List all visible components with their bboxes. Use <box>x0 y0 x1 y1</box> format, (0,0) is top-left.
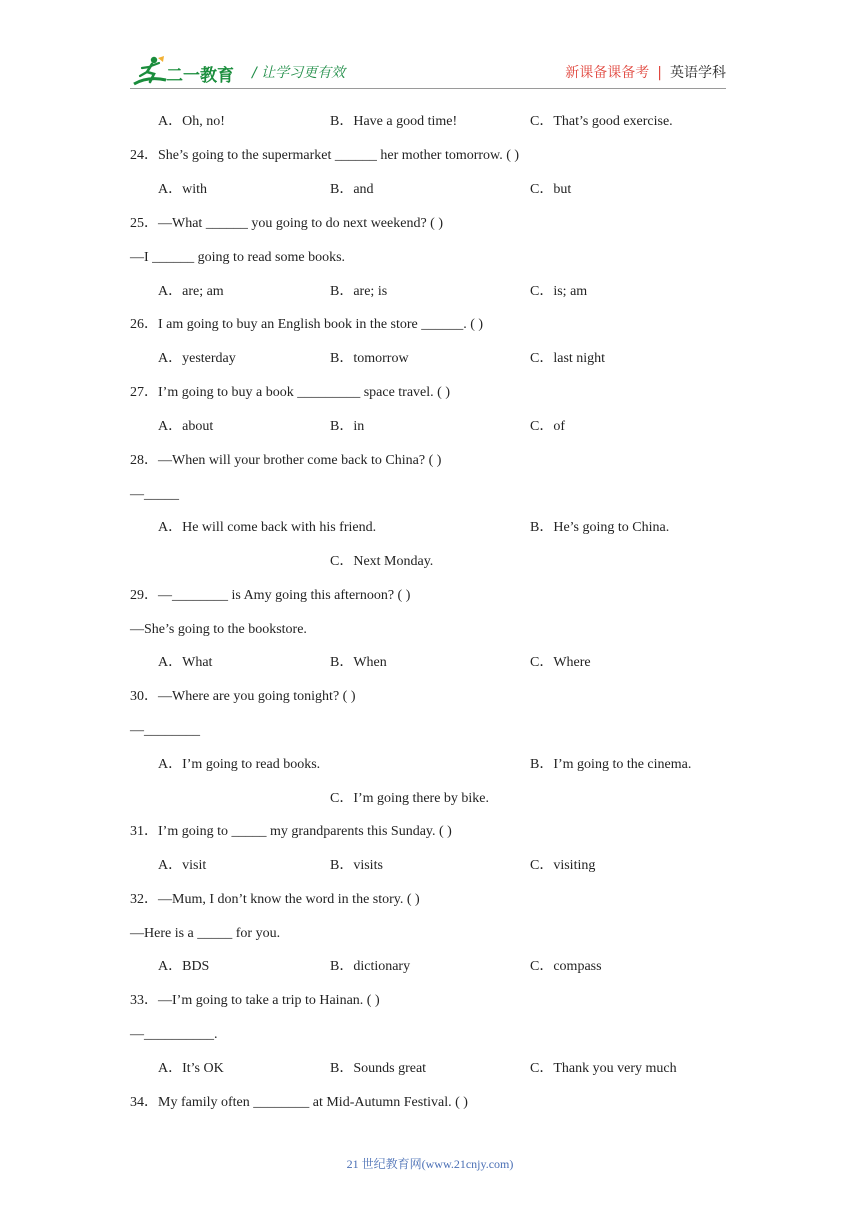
question-stem-reply: —I ______ going to read some books. <box>130 250 346 265</box>
option-b: B．Sounds great <box>330 1061 427 1076</box>
option-b: B．He’s going to China. <box>530 520 670 535</box>
option-c: C．visiting <box>530 858 596 873</box>
subject-name: 英语学科 <box>670 65 726 81</box>
page-header <box>130 54 726 90</box>
option-c: C．but <box>530 182 572 197</box>
option-b: B．When <box>330 655 387 670</box>
question-stem-reply: —She’s going to the bookstore. <box>130 622 307 637</box>
option-b: B．I’m going to the cinema. <box>530 757 692 772</box>
option-a: A．He will come back with his friend. <box>158 520 377 535</box>
logo-text: 二一教育 <box>166 66 234 86</box>
option-b: B．dictionary <box>330 959 411 974</box>
option-c: C．Thank you very much <box>530 1061 677 1076</box>
option-a: A．about <box>158 419 214 434</box>
question-stem: 25．—What ______ you going to do next weekend? ( ) <box>130 216 443 231</box>
option-c: C．last night <box>530 351 606 366</box>
option-b: B．in <box>330 419 365 434</box>
question-stem-reply: —_____ <box>130 487 179 502</box>
subject-label <box>565 62 726 82</box>
question-stem: 29．—________ is Amy going this afternoon? ( ) <box>130 588 411 603</box>
page-footer: 21 世纪教育网(www.21cnjy.com) <box>346 1157 514 1171</box>
option-a: A．visit <box>158 858 207 873</box>
option-a: A．What <box>158 655 213 670</box>
option-c: C．That’s good exercise. <box>530 114 673 129</box>
option-a: A．yesterday <box>158 351 236 366</box>
logo <box>130 54 240 88</box>
option-b: B．Have a good time! <box>330 114 458 129</box>
option-b: B．are; is <box>330 284 388 299</box>
option-c: C．is; am <box>530 284 588 299</box>
option-b: B．and <box>330 182 374 197</box>
option-a: A．BDS <box>158 959 210 974</box>
question-stem: 30．—Where are you going tonight? ( ) <box>130 689 356 704</box>
header-divider <box>130 88 726 89</box>
option-b: B．visits <box>330 858 383 873</box>
option-a: A．with <box>158 182 207 197</box>
question-stem-reply: —Here is a _____ for you. <box>130 926 281 941</box>
question-stem: 26．I am going to buy an English book in the store ______. ( ) <box>130 317 484 332</box>
separator: | <box>657 65 662 81</box>
option-b: B．tomorrow <box>330 351 409 366</box>
course-label: 新课备课备考 <box>565 65 650 81</box>
question-stem: 34．My family often ________ at Mid-Autumn Festival. ( ) <box>130 1095 468 1110</box>
option-a: A．I’m going to read books. <box>158 757 321 772</box>
option-a: A．are; am <box>158 284 224 299</box>
option-c: C．I’m going there by bike. <box>330 791 490 806</box>
question-stem: 27．I’m going to buy a book _________ space travel. ( ) <box>130 385 450 400</box>
question-stem: 31．I’m going to _____ my grandparents this Sunday. ( ) <box>130 824 452 839</box>
question-stem: 24．She’s going to the supermarket ______ her mother tomorrow. ( ) <box>130 148 520 163</box>
option-c: C．of <box>530 419 565 434</box>
question-stem-reply: —__________. <box>130 1027 218 1042</box>
question-stem: 28．—When will your brother come back to China? ( ) <box>130 453 442 468</box>
option-c: C．Next Monday. <box>330 554 434 569</box>
option-c: C．compass <box>530 959 602 974</box>
question-stem: 32．—Mum, I don’t know the word in the story. ( ) <box>130 892 420 907</box>
option-c: C．Where <box>530 655 591 670</box>
question-stem: 33．—I’m going to take a trip to Hainan. ( ) <box>130 993 380 1008</box>
slogan: / 让学习更有效 <box>252 65 346 81</box>
option-a: A．It’s OK <box>158 1061 224 1076</box>
running-figure-icon <box>130 54 170 88</box>
question-stem-reply: —________ <box>130 723 200 738</box>
option-a: A．Oh, no! <box>158 114 225 129</box>
